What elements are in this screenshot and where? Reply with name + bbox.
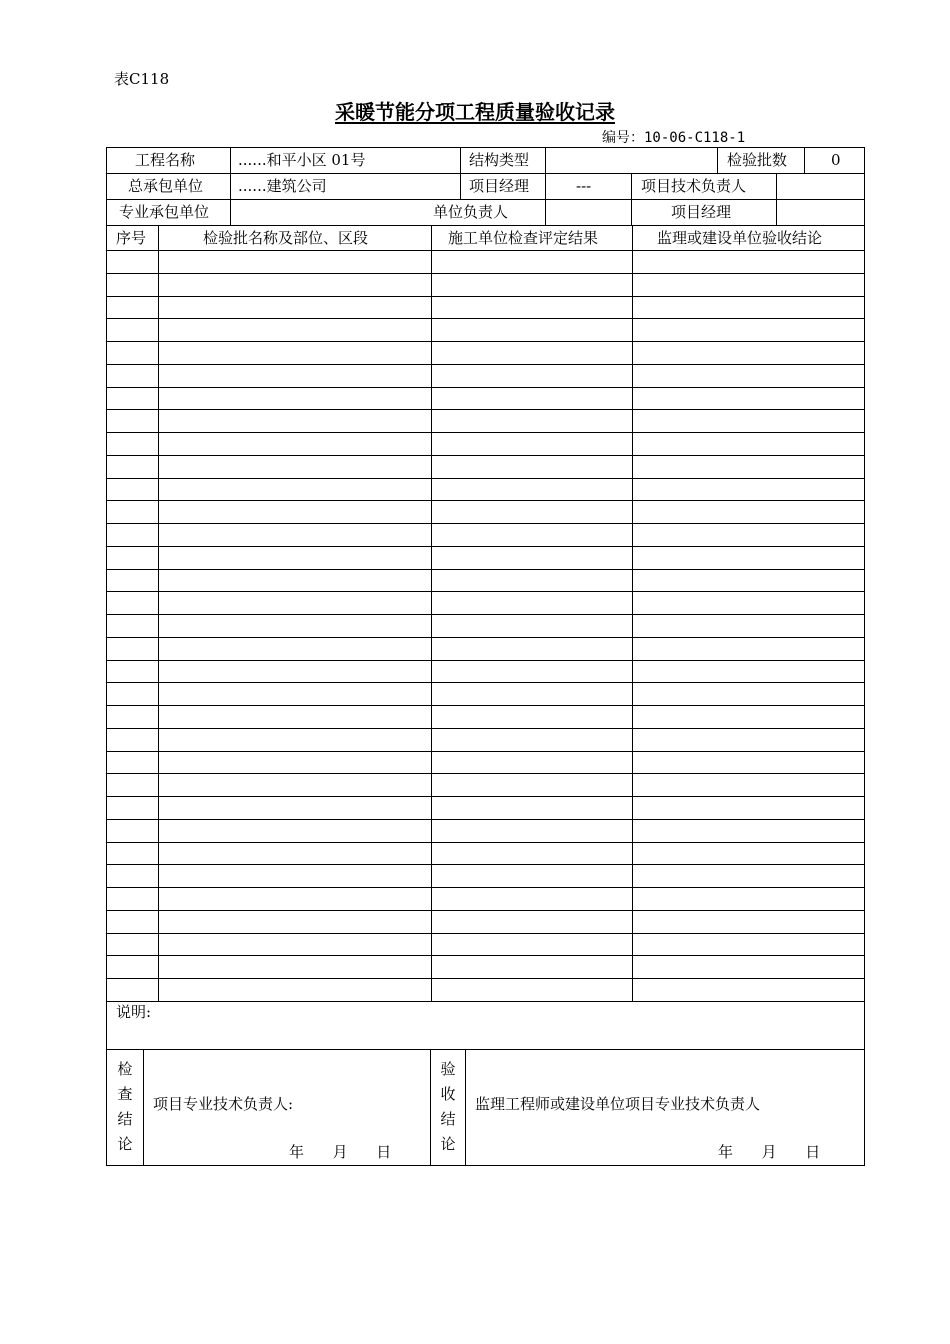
- table-row: [107, 842, 864, 843]
- batch-count-label: 检验批数: [727, 151, 788, 169]
- divider: [107, 225, 864, 226]
- divider: [107, 199, 864, 200]
- table-row: [107, 705, 864, 706]
- accept-signer-label: 监理工程师或建设单位项目专业技术负责人: [475, 1095, 761, 1113]
- table-row: [107, 682, 864, 683]
- general-contractor-value: ......建筑公司: [238, 177, 327, 195]
- table-row: [107, 614, 864, 615]
- table-row: [107, 500, 864, 501]
- divider: [631, 173, 632, 225]
- serial-number: 编号：10-06-C118-1: [602, 130, 746, 146]
- column-header-supervisor-conclusion: 监理或建设单位验收结论: [657, 229, 823, 247]
- notes-label: 说明:: [116, 1003, 152, 1021]
- table-row: [107, 478, 864, 479]
- table-row: [107, 591, 864, 592]
- page-title: 采暖节能分项工程质量验收记录: [335, 100, 615, 124]
- table-row: [107, 637, 864, 638]
- divider: [430, 1049, 431, 1166]
- sub-contractor-label: 专业承包单位: [119, 203, 210, 221]
- divider: [545, 148, 546, 199]
- table-row: [107, 387, 864, 388]
- table-row: [107, 819, 864, 820]
- table-row: [107, 546, 864, 547]
- table-row: [107, 569, 864, 570]
- table-row: [107, 455, 864, 456]
- project-name-value: ......和平小区 01号: [238, 151, 366, 169]
- table-row: [107, 978, 864, 979]
- divider: [107, 1049, 864, 1050]
- tech-lead-label: 项目技术负责人: [641, 177, 747, 195]
- table-row: [107, 910, 864, 911]
- acceptance-record-table: [106, 147, 865, 1166]
- divider: [632, 225, 633, 1001]
- check-date: 年 月 日: [289, 1143, 392, 1161]
- divider: [460, 148, 461, 199]
- table-row: [107, 341, 864, 342]
- sub-project-manager-label: 项目经理: [671, 203, 732, 221]
- divider: [107, 173, 864, 174]
- divider: [158, 225, 159, 1001]
- accept-date: 年 月 日: [718, 1143, 821, 1161]
- structure-type-label: 结构类型: [469, 151, 530, 169]
- divider: [107, 250, 864, 251]
- divider: [230, 148, 231, 225]
- project-name-label: 工程名称: [135, 151, 196, 169]
- divider: [776, 173, 777, 225]
- project-manager-value: ---: [576, 177, 592, 195]
- divider: [545, 199, 546, 225]
- table-row: [107, 933, 864, 934]
- unit-lead-label: 单位负责人: [433, 203, 509, 221]
- table-row: [107, 773, 864, 774]
- table-row: [107, 409, 864, 410]
- accept-conclusion-label: 验 收 结 论: [440, 1060, 456, 1153]
- table-row: [107, 796, 864, 797]
- table-row: [107, 296, 864, 297]
- general-contractor-label: 总承包单位: [128, 177, 204, 195]
- table-row: [107, 864, 864, 865]
- project-manager-label: 项目经理: [469, 177, 530, 195]
- table-row: [107, 432, 864, 433]
- table-row: [107, 887, 864, 888]
- table-row: [107, 523, 864, 524]
- column-header-index: 序号: [116, 229, 147, 247]
- form-code: 表C118: [114, 70, 170, 88]
- divider: [804, 148, 805, 174]
- table-row: [107, 955, 864, 956]
- table-row: [107, 1001, 864, 1002]
- table-row: [107, 751, 864, 752]
- table-row: [107, 318, 864, 319]
- check-conclusion-label: 检 查 结 论: [117, 1060, 133, 1153]
- column-header-contractor-result: 施工单位检查评定结果: [448, 229, 599, 247]
- divider: [431, 225, 432, 1001]
- divider: [465, 1049, 466, 1166]
- table-row: [107, 660, 864, 661]
- table-row: [107, 364, 864, 365]
- batch-count-value: 0: [831, 151, 841, 169]
- check-signer-label: 项目专业技术负责人:: [153, 1095, 294, 1113]
- divider: [143, 1049, 144, 1166]
- table-row: [107, 273, 864, 274]
- table-row: [107, 728, 864, 729]
- divider: [717, 148, 718, 174]
- column-header-batch-name: 检验批名称及部位、区段: [203, 229, 369, 247]
